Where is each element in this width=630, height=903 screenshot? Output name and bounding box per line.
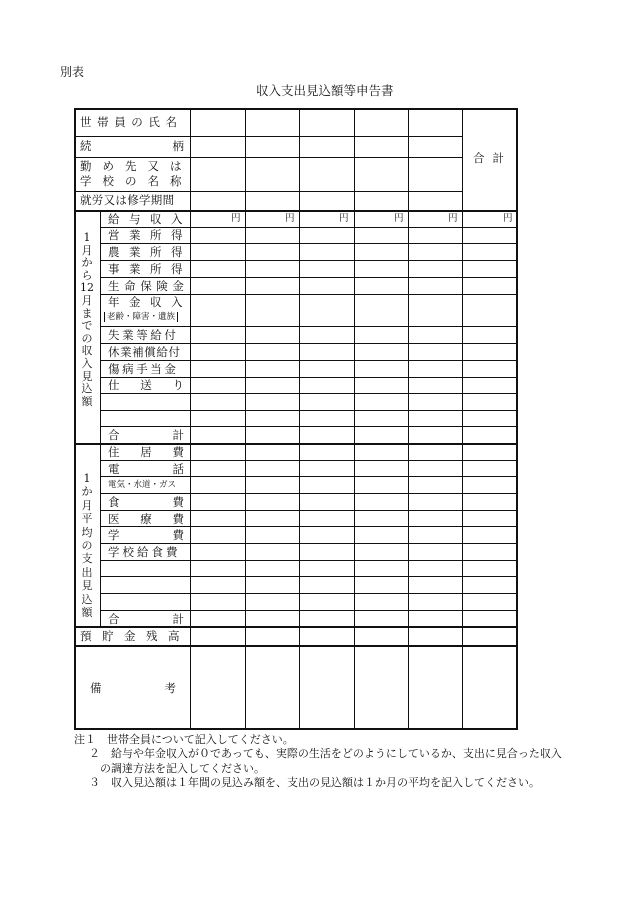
income-item-business: 営業所得 — [108, 228, 192, 242]
yen-unit: 円 — [394, 213, 404, 224]
expense-section-label: 1か月平均の支出見込額 — [81, 472, 93, 620]
label-employment-period: 就労又は修学期間 — [80, 193, 175, 207]
savings-label: 預貯金残高 — [80, 629, 190, 643]
label-relation: 続 柄 — [80, 139, 184, 153]
expense-item-housing: 住 居 費 — [108, 445, 184, 459]
label-workplace-line2: 学校の名称 — [80, 174, 193, 188]
income-item-leave-compensation: 休業補償給付 — [108, 345, 181, 359]
label-workplace-line1: 勤め先又は — [80, 159, 193, 173]
income-section-label: 1月から12月までの収入見込額 — [80, 231, 94, 408]
expense-item-medical: 医 療 費 — [108, 512, 184, 526]
note-1: 注１ 世帯全員について記入してください。 — [74, 733, 294, 746]
remarks-label: 備 考 — [90, 681, 176, 695]
income-item-sickness-allowance: 傷病手当金 — [108, 362, 179, 376]
expense-item-school-lunch: 学校給食費 — [108, 545, 181, 559]
yen-unit: 円 — [503, 213, 513, 224]
income-item-pension: 年金収入 — [108, 295, 192, 309]
expense-item-tuition: 学 費 — [108, 528, 184, 542]
label-member-name: 世帯員の氏名 — [80, 115, 183, 129]
appendix-label: 別表 — [60, 65, 85, 79]
income-item-remittance: 仕 送 り — [108, 378, 184, 392]
income-item-enterprise: 事業所得 — [108, 262, 192, 276]
yen-unit: 円 — [448, 213, 458, 224]
expense-item-utilities: 電気・水道・ガス — [108, 480, 177, 490]
income-item-pension-sub: 老齢・障害・遺族 — [104, 312, 178, 322]
income-total-label: 合 計 — [108, 428, 184, 442]
income-item-unemployment: 失業等給付 — [108, 328, 179, 342]
yen-unit: 円 — [285, 213, 295, 224]
expense-item-phone: 電 話 — [108, 462, 184, 476]
form-title: 収入支出見込額等申告書 — [256, 83, 394, 98]
note-2-continued: の調達方法を記入してください。 — [100, 762, 265, 775]
expense-total-label: 合 計 — [108, 612, 184, 626]
income-item-agriculture: 農業所得 — [108, 245, 192, 259]
income-item-salary: 給与収入 — [108, 212, 192, 226]
yen-unit: 円 — [231, 213, 241, 224]
expense-item-food: 食 費 — [108, 495, 184, 509]
note-3: ３ 収入見込額は１年間の見込み額を、支出の見込額は１か月の平均を記入してください。 — [89, 776, 540, 789]
label-total-header: 合計 — [473, 151, 512, 165]
income-item-life-insurance: 生命保険金 — [108, 279, 189, 293]
note-2: ２ 給与や年金収入が０であっても、実際の生活をどのようにしているか、支出に見合った収入 — [89, 747, 562, 760]
yen-unit: 円 — [339, 213, 349, 224]
